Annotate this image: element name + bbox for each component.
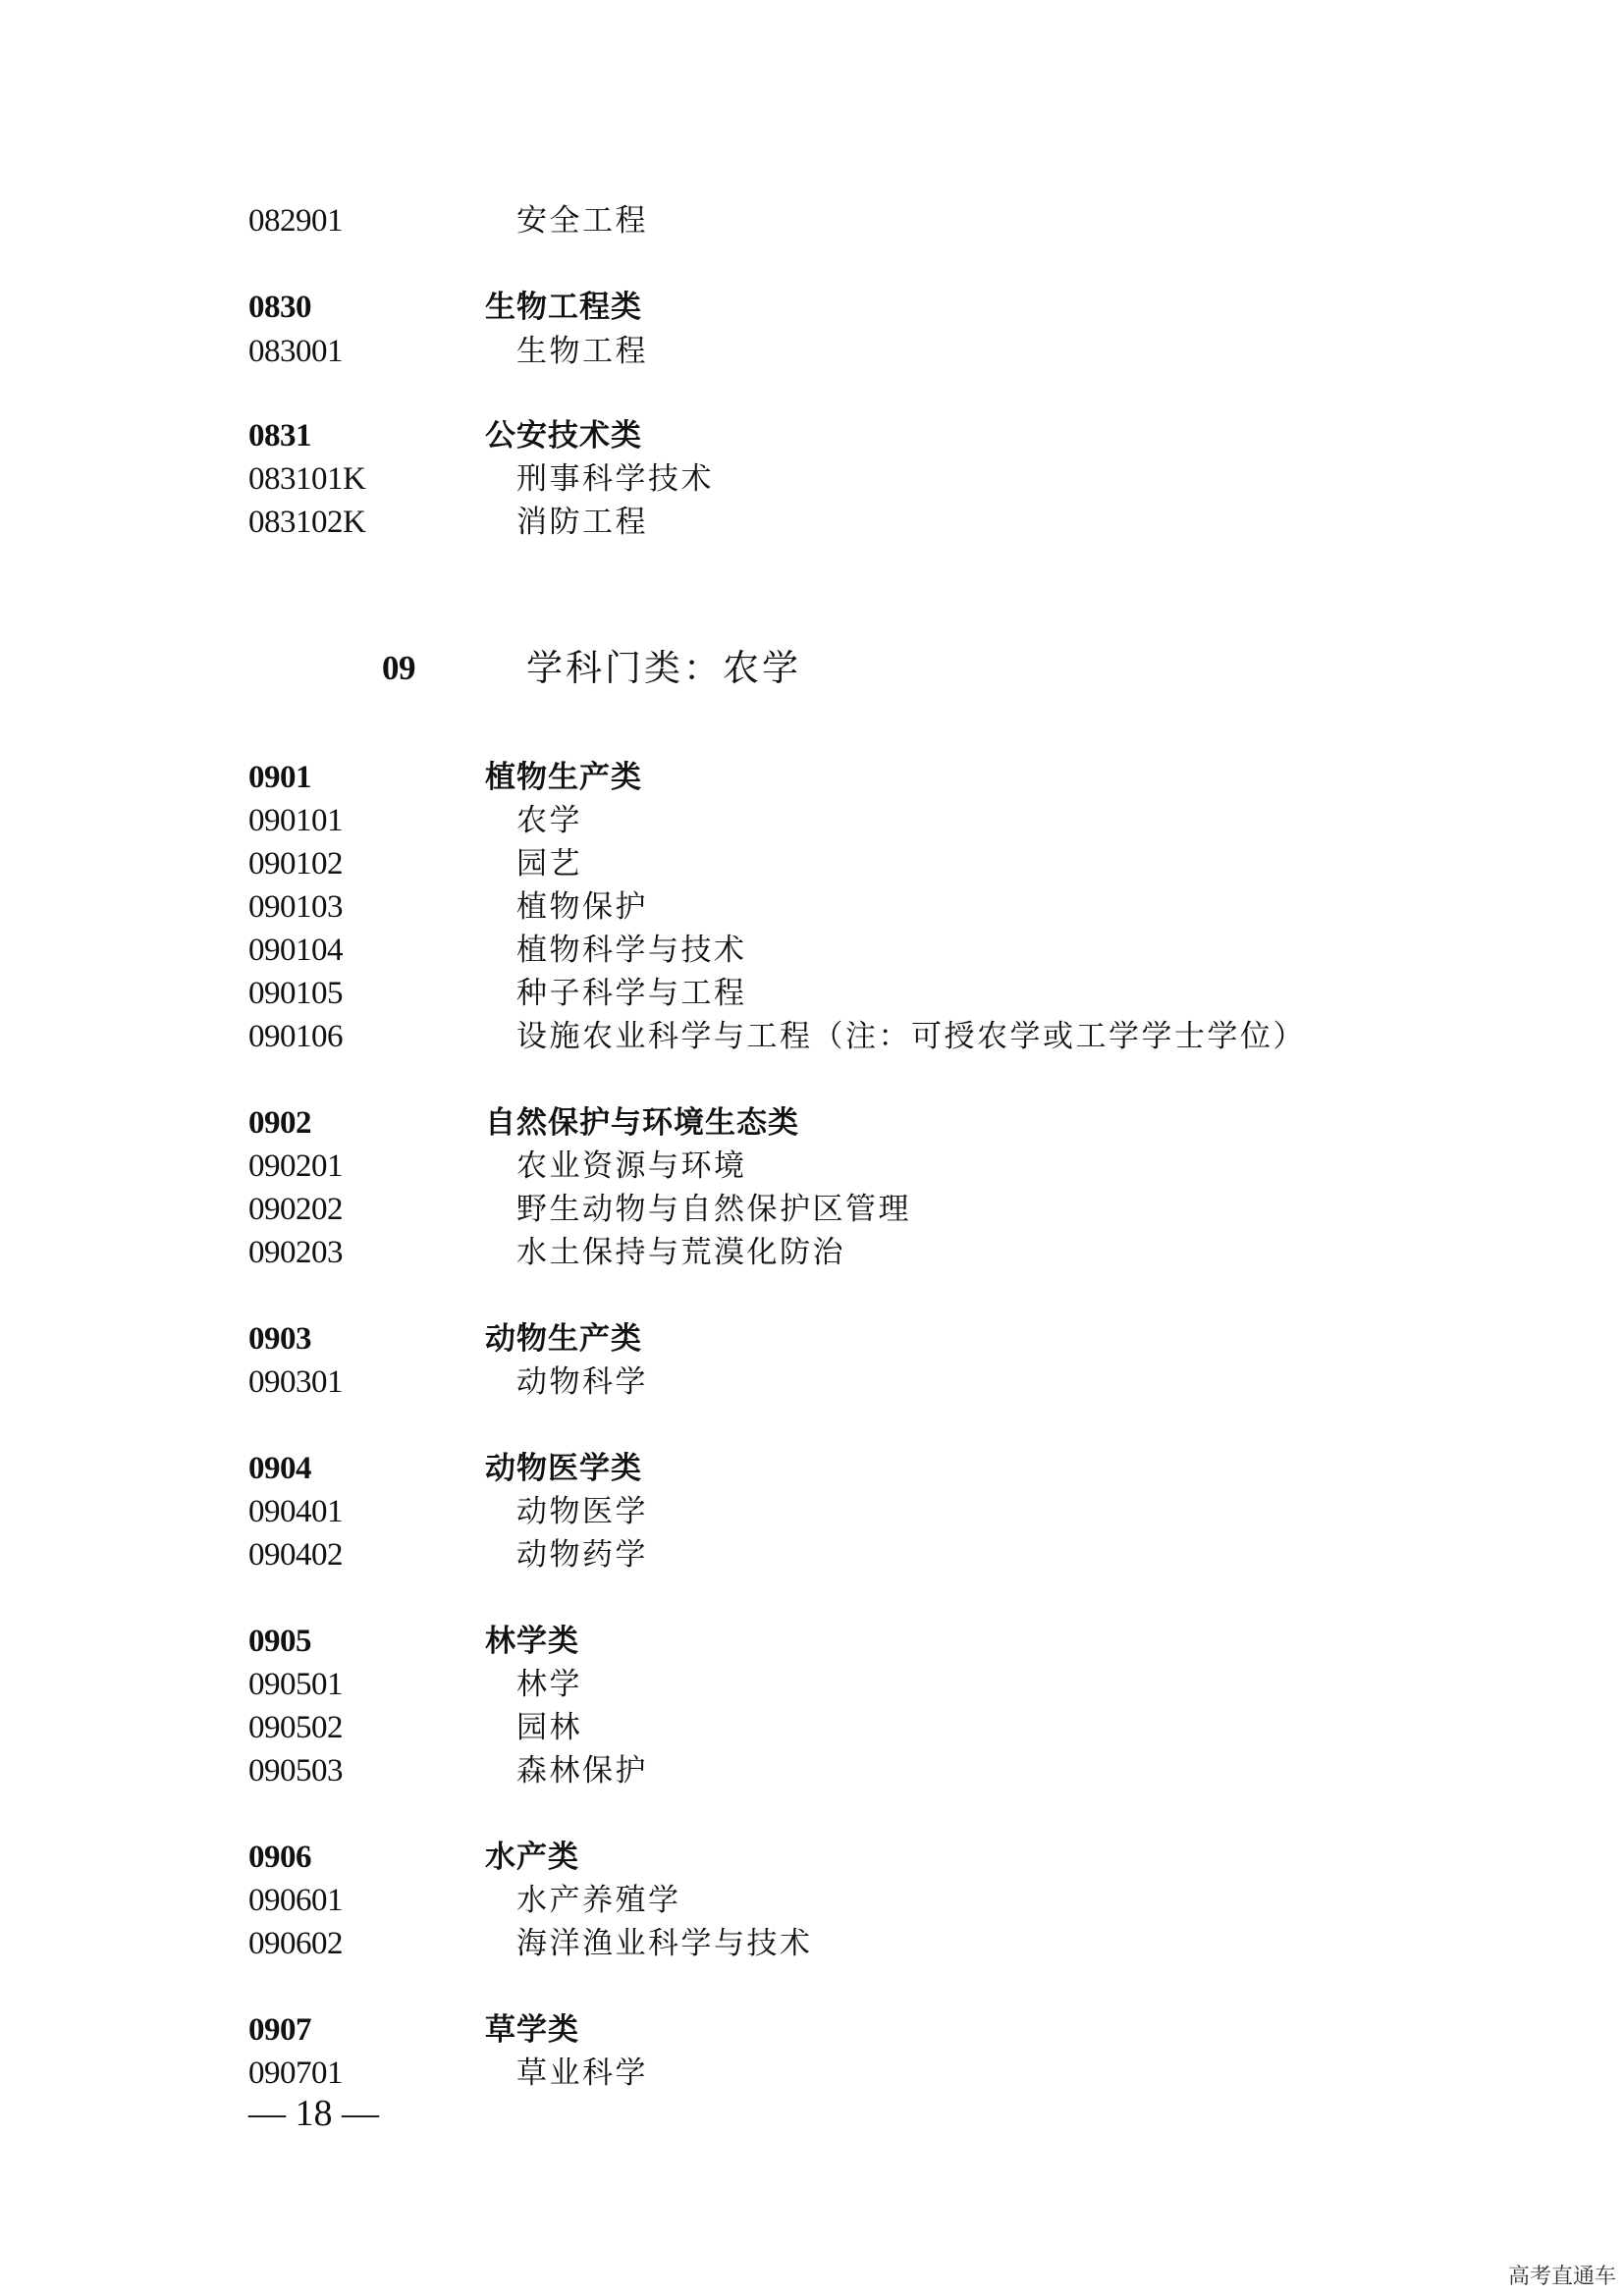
major-code: 090202 — [248, 1192, 343, 1227]
category-name: 水产类 — [485, 1840, 579, 1875]
watermark: 高考直通车 — [1507, 2265, 1616, 2289]
page-number: — 18 — — [248, 2093, 379, 2134]
major-code: 090501 — [248, 1667, 343, 1702]
major-name: 设施农业科学与工程（注：可授农学或工学学士学位） — [516, 1019, 1306, 1054]
major-row — [0, 1751, 1624, 1790]
major-row — [0, 1535, 1624, 1575]
major-code: 090203 — [248, 1235, 343, 1270]
major-name: 动物药学 — [516, 1537, 648, 1573]
category-code: 0903 — [248, 1321, 311, 1357]
category-name: 自然保护与环境生态类 — [485, 1105, 799, 1141]
major-row — [0, 1362, 1624, 1402]
major-code: 090103 — [248, 889, 343, 925]
major-code: 083102K — [248, 505, 366, 540]
category-code: 0830 — [248, 290, 311, 325]
major-code: 090402 — [248, 1537, 343, 1573]
major-code: 090401 — [248, 1494, 343, 1529]
major-row — [0, 1233, 1624, 1272]
major-code: 090106 — [248, 1019, 343, 1054]
major-row — [0, 974, 1624, 1013]
category-code: 0901 — [248, 760, 311, 795]
major-code: 090601 — [248, 1883, 343, 1918]
category-name: 动物生产类 — [485, 1321, 642, 1357]
major-name: 草业科学 — [516, 2056, 648, 2091]
major-name: 林学 — [516, 1667, 582, 1702]
major-row — [0, 1881, 1624, 1920]
major-code: 083101K — [248, 461, 366, 497]
category-row — [0, 1449, 1624, 1488]
category-code: 0907 — [248, 2012, 311, 2048]
category-name: 公安技术类 — [485, 418, 642, 454]
category-row — [0, 2010, 1624, 2050]
major-name: 农学 — [516, 803, 582, 838]
major-name: 种子科学与工程 — [516, 976, 747, 1011]
category-name: 植物生产类 — [485, 760, 642, 795]
major-code: 090701 — [248, 2056, 343, 2091]
major-row — [0, 2054, 1624, 2093]
section-title: 学科门类：农学 — [526, 647, 801, 689]
category-code: 0906 — [248, 1840, 311, 1875]
major-row — [0, 503, 1624, 542]
category-row — [0, 1622, 1624, 1661]
major-row — [0, 1492, 1624, 1531]
major-code: 090503 — [248, 1753, 343, 1789]
major-code: 090104 — [248, 933, 343, 968]
major-row — [0, 1147, 1624, 1186]
category-row — [0, 1319, 1624, 1359]
major-name: 刑事科学技术 — [516, 461, 714, 497]
major-code: 090502 — [248, 1710, 343, 1745]
category-code: 0905 — [248, 1624, 311, 1659]
major-name: 动物医学 — [516, 1494, 648, 1529]
major-name: 植物科学与技术 — [516, 933, 747, 968]
major-code: 090101 — [248, 803, 343, 838]
major-code: 090301 — [248, 1364, 343, 1400]
major-name: 园艺 — [516, 846, 582, 881]
category-code: 0902 — [248, 1105, 311, 1141]
category-name: 动物医学类 — [485, 1451, 642, 1486]
major-code: 083001 — [248, 334, 343, 369]
category-name: 林学类 — [485, 1624, 579, 1659]
category-row — [0, 288, 1624, 327]
major-code: 090602 — [248, 1926, 343, 1961]
major-name: 消防工程 — [516, 505, 648, 540]
major-code: 082901 — [248, 203, 343, 239]
category-row — [0, 1103, 1624, 1143]
major-code: 090201 — [248, 1148, 343, 1184]
category-row — [0, 758, 1624, 797]
category-code: 0831 — [248, 418, 311, 454]
category-row — [0, 416, 1624, 455]
major-code: 090105 — [248, 976, 343, 1011]
major-row — [0, 332, 1624, 371]
major-name: 海洋渔业科学与技术 — [516, 1926, 813, 1961]
category-code: 0904 — [248, 1451, 311, 1486]
major-row — [0, 931, 1624, 970]
category-name: 草学类 — [485, 2012, 579, 2048]
major-row — [0, 1924, 1624, 1963]
major-name: 动物科学 — [516, 1364, 648, 1400]
major-row — [0, 1017, 1624, 1056]
major-name: 野生动物与自然保护区管理 — [516, 1192, 911, 1227]
major-row — [0, 1665, 1624, 1704]
major-row — [0, 1708, 1624, 1747]
major-row — [0, 459, 1624, 499]
major-row — [0, 1190, 1624, 1229]
major-name: 森林保护 — [516, 1753, 648, 1789]
major-name: 农业资源与环境 — [516, 1148, 747, 1184]
major-name: 园林 — [516, 1710, 582, 1745]
major-name: 安全工程 — [516, 203, 648, 239]
section-code: 09 — [382, 649, 415, 687]
major-row — [0, 801, 1624, 840]
major-row — [0, 844, 1624, 883]
major-name: 水土保持与荒漠化防治 — [516, 1235, 845, 1270]
category-name: 生物工程类 — [485, 290, 642, 325]
major-row — [0, 887, 1624, 927]
major-name: 水产养殖学 — [516, 1883, 681, 1918]
major-name: 植物保护 — [516, 889, 648, 925]
major-name: 生物工程 — [516, 334, 648, 369]
major-row — [0, 201, 1624, 240]
section-heading — [0, 644, 1624, 693]
category-row — [0, 1838, 1624, 1877]
major-code: 090102 — [248, 846, 343, 881]
